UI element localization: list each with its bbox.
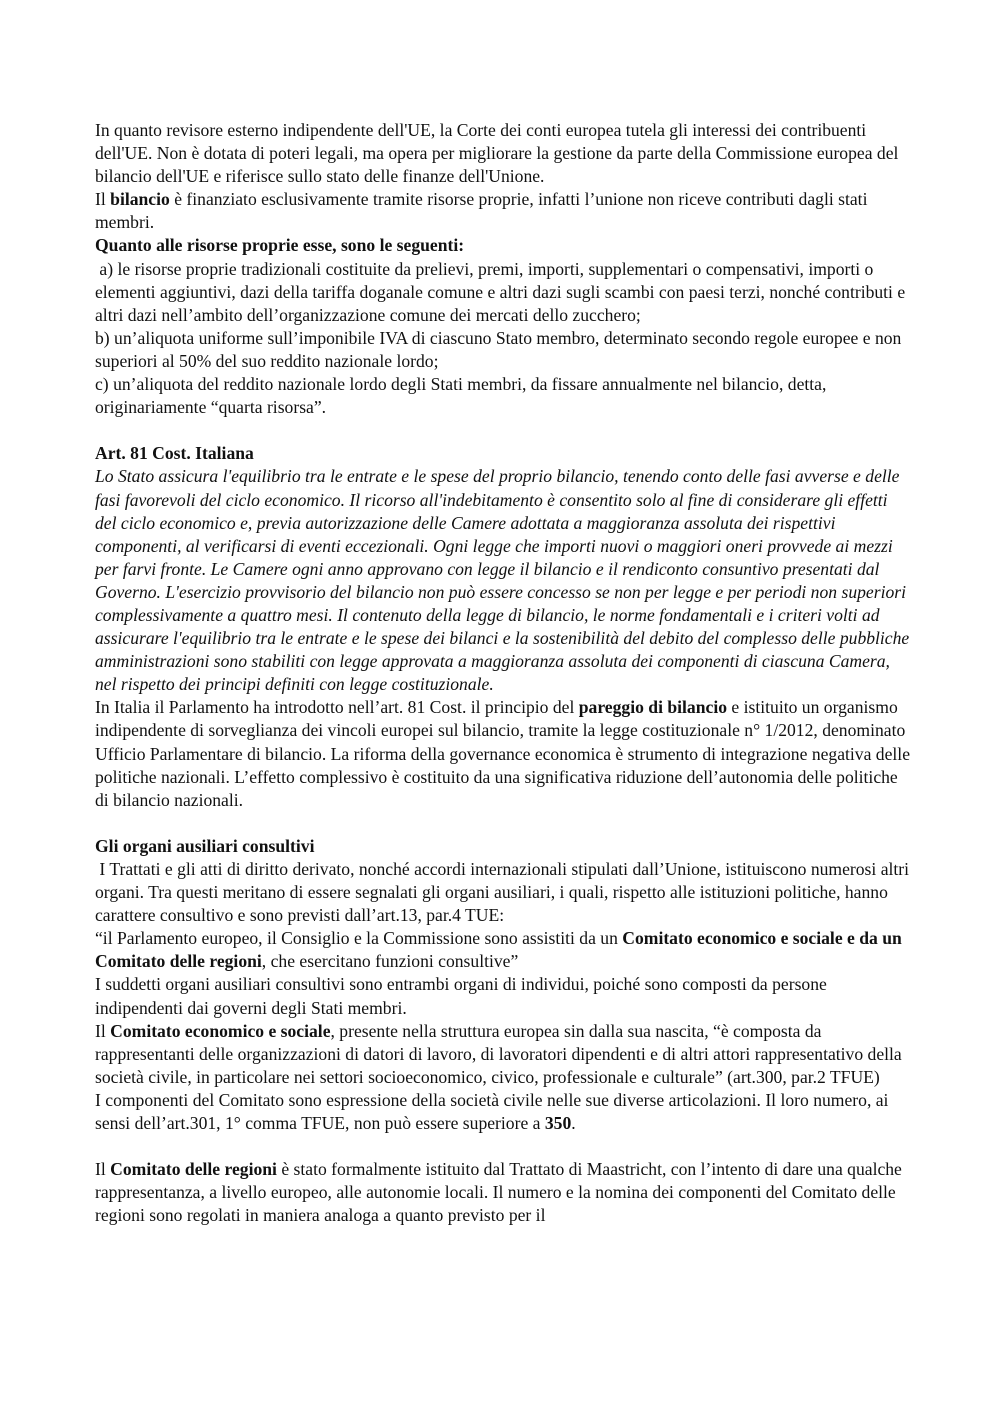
text-run: I componenti del Comitato sono espressione della società civile nelle sue diverse articolazioni. Il loro numero, ai sensi dell’art.301, 1° comma TFUE, non può essere superiore a bbox=[95, 1089, 889, 1134]
art81-heading: Art. 81 Cost. Italiana bbox=[95, 443, 254, 464]
corte-conti-paragraph: In quanto revisore esterno indipendente dell'UE, la Corte dei conti europea tutela gli interessi dei contribuenti dell'UE. Non è dotata di poteri legali, ma opera per migliorare la gestione da parte della Commissione europea del bilancio dell'UE e riferisce sullo stato delle finanze dell'Unione. bbox=[95, 120, 899, 187]
text-run: In Italia il Parlamento ha introdotto nell’art. 81 Cost. il principio del bbox=[95, 697, 579, 718]
ces-paragraph bbox=[95, 1020, 910, 1089]
text-run: e istituito un organismo indipendente di sorveglianza dei vincoli europei sul bilancio, tramite la legge costituzionale n° 1/2012, denominato Ufficio Parlamentare di bilancio. La riforma della governance economica è strumento di integrazione negativa delle politiche nazionali. L’effetto complessivo è costituito da una significativa riduzione dell’autonomia delle politiche di bilancio nazionali. bbox=[95, 697, 910, 810]
bold-term-bilancio: bilancio bbox=[110, 189, 170, 210]
trattati-paragraph: I Trattati e gli atti di diritto derivato, nonché accordi internazionali stipulati dall’Unione, istituiscono numerosi altri organi. Tra questi meritano di essere segnalati gli organi ausiliari, i quali, rispetto alle istituzioni politiche, hanno carattere consultivo e sono previsti dall’art.13, par.4 TUE: bbox=[95, 859, 914, 926]
suddetti-paragraph: I suddetti organi ausiliari consultivi sono entrambi organi di individui, poiché sono composti da persone indipendenti dai governi degli Stati membri. bbox=[95, 974, 827, 1018]
bilancio-paragraph bbox=[95, 188, 910, 234]
italia-paragraph bbox=[95, 696, 910, 811]
list-item-c: c) un’aliquota del reddito nazionale lordo degli Stati membri, da fissare annualmente nel bilancio, detta, originariamente “quarta risorsa”. bbox=[95, 374, 827, 418]
paragraph-gap bbox=[95, 1135, 910, 1158]
text-run: Il bbox=[95, 189, 111, 210]
paragraph-gap bbox=[95, 812, 910, 835]
art81-quote: Lo Stato assicura l'equilibrio tra le entrate e le spese del proprio bilancio, tenendo conto delle fasi avverse e delle fasi favorevoli del ciclo economico. Il ricorso all'indebitamento è consentito solo al fine di considerare gli effetti del ciclo economico e, previa autorizzazione delle Camere adottata a maggioranza assoluta dei rispettivi componenti, al verificarsi di eventi eccezionali. Ogni legge che importi nuovi o maggiori oneri provvede ai mezzi per farvi fronte. Le Camere ogni anno approvano con legge il bilancio e il rendiconto consuntivo presentati dal Governo. L'esercizio provvisorio del bilancio non può essere concesso se non per legge e per periodi non superiori complessivamente a quattro mesi. Il contenuto della legge di bilancio, le norme fondamentali e i criteri volti ad assicurare l'equilibrio tra le entrate e le spese dei bilanci e la sostenibilità del debito del complesso delle pubbliche amministrazioni sono stabiliti con legge approvata a maggioranza assoluta dei componenti di ciascuna Camera, nel rispetto dei principi definiti con legge costituzionale. bbox=[95, 466, 910, 695]
text-run: è stato formalmente istituito dal Trattato di Maastricht, con l’intento di dare una qualche rappresentanza, a livello europeo, alle autonomie locali. Il numero e la nomina dei componenti del Comitato delle regioni sono regolati in maniera analoga a quanto previsto per il bbox=[95, 1159, 902, 1226]
bold-term-cdr: Comitato delle regioni bbox=[110, 1159, 277, 1180]
text-run: . bbox=[571, 1113, 576, 1134]
list-item-a: a) le risorse proprie tradizionali costituite da prelievi, premi, importi, supplementari o compensativi, importi o elementi aggiuntivi, dazi della tariffa doganale comune e altri dazi sugli scambi con paesi terzi, nonché contributi e altri dazi nell’ambito dell’organizzazione comune dei mercati dello zucchero; bbox=[95, 258, 910, 325]
bold-number-350: 350 bbox=[544, 1113, 572, 1134]
organi-heading: Gli organi ausiliari consultivi bbox=[95, 835, 315, 856]
text-run: “il Parlamento europeo, il Consiglio e la Commissione sono assistiti da un bbox=[95, 928, 623, 949]
list-item-b: b) un’aliquota uniforme sull’imponibile IVA di ciascuno Stato membro, determinato secondo regole europee e non superiori al 50% del suo reddito nazionale lordo; bbox=[95, 327, 902, 371]
text-run: Il bbox=[95, 1159, 111, 1180]
bold-term-ces: Comitato economico e sociale bbox=[110, 1020, 331, 1041]
cdr-paragraph bbox=[95, 1158, 910, 1227]
tue-quote-paragraph bbox=[95, 927, 910, 973]
text-run: Il bbox=[95, 1020, 111, 1041]
document-page bbox=[95, 119, 914, 1228]
text-run: , presente nella struttura europea sin dalla sua nascita, “è composta da rappresentanti delle organizzazioni di datori di lavoro, di lavoratori dipendenti e di altri attori rappresentativo della società civile, in particolare nei settori socioeconomico, civico, professionale e culturale” (art.300, par.2 TFUE) bbox=[95, 1020, 902, 1087]
componenti-paragraph bbox=[95, 1089, 910, 1135]
risorse-heading: Quanto alle risorse proprie esse, sono le seguenti: bbox=[95, 235, 465, 256]
paragraph-gap bbox=[95, 419, 910, 442]
bold-term-pareggio: pareggio di bilancio bbox=[578, 697, 728, 718]
bold-term-comitati: Comitato economico e sociale e da un Comitato delle regioni bbox=[95, 928, 902, 972]
text-run: , che esercitano funzioni consultive” bbox=[261, 951, 519, 972]
text-run: è finanziato esclusivamente tramite risorse proprie, infatti l’unione non riceve contributi dagli stati membri. bbox=[95, 189, 868, 233]
